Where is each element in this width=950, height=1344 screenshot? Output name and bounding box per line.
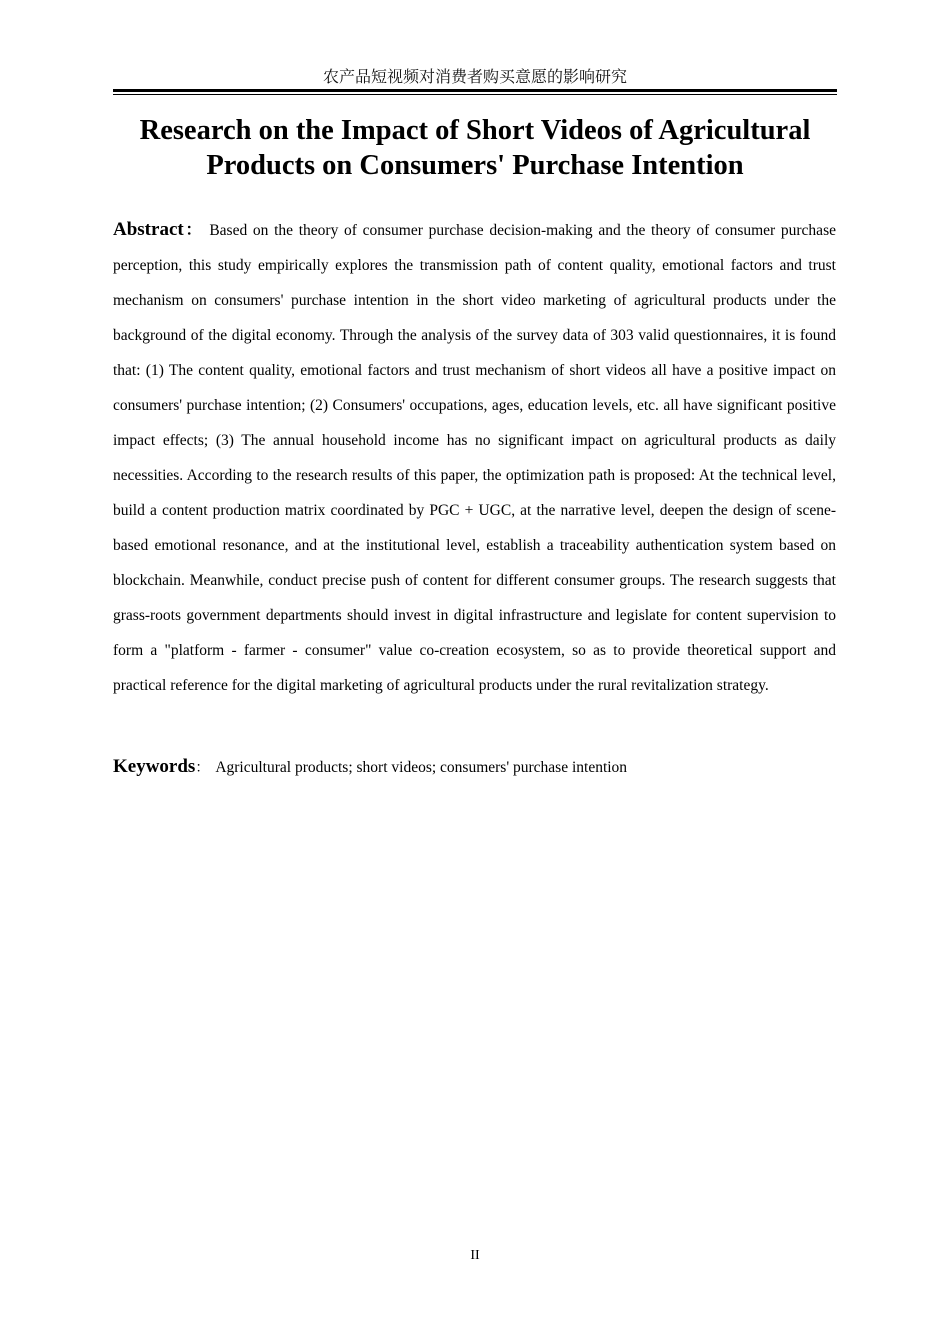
keywords-label: Keywords — [113, 756, 196, 777]
header-rule-thick — [113, 89, 837, 92]
keywords-line — [113, 752, 836, 783]
abstract-text: Based on the theory of consumer purchase decision-making and the theory of consumer purchase perception, this study empirically explores the transmission path of content quality, emotional factors and trust mechanism on consumers' purchase intention in the short video marketing of agricultural products under the background of the digital economy. Through the analysis of the survey data of 303 valid questionnaires, it is found that: (1) The content quality, emotional factors and trust mechanism of short videos all have a positive impact on consumers' purchase intention; (2) Consumers' occupations, ages, education levels, etc. all have significant positive impact effects; (3) The annual household income has no significant impact on agricultural products as daily necessities. According to the research results of this paper, the optimization path is proposed: At the technical level, build a content production matrix coordinated by PGC + UGC, at the narrative level, deepen the design of scene-based emotional resonance, and at the institutional level, establish a traceability authentication system based on blockchain. Meanwhile, conduct precise push of content for different consumer groups. The research suggests that grass-roots government departments should invest in digital infrastructure and legislate for content supervision to form a "platform - farmer - consumer" value co-creation ecosystem, so as to provide theoretical support and practical reference for the digital marketing of agricultural products under the rural revitalization strategy. — [113, 222, 836, 694]
paper-title-line-1: Research on the Impact of Short Videos of Agricultural — [139, 115, 811, 146]
abstract-label: Abstract — [113, 219, 184, 240]
header-rule-thin — [113, 94, 837, 95]
running-header: 农产品短视频对消费者购买意愿的影响研究 — [322, 67, 627, 86]
paper-title — [113, 113, 837, 183]
abstract-paragraph — [113, 212, 836, 703]
keywords-colon: ： — [195, 760, 210, 776]
page-number: II — [470, 1248, 480, 1263]
paper-title-line-2: Products on Consumers' Purchase Intention — [206, 150, 744, 181]
abstract-colon: ： — [183, 220, 204, 239]
keywords-text: Agricultural products; short videos; consumers' purchase intention — [215, 759, 628, 776]
